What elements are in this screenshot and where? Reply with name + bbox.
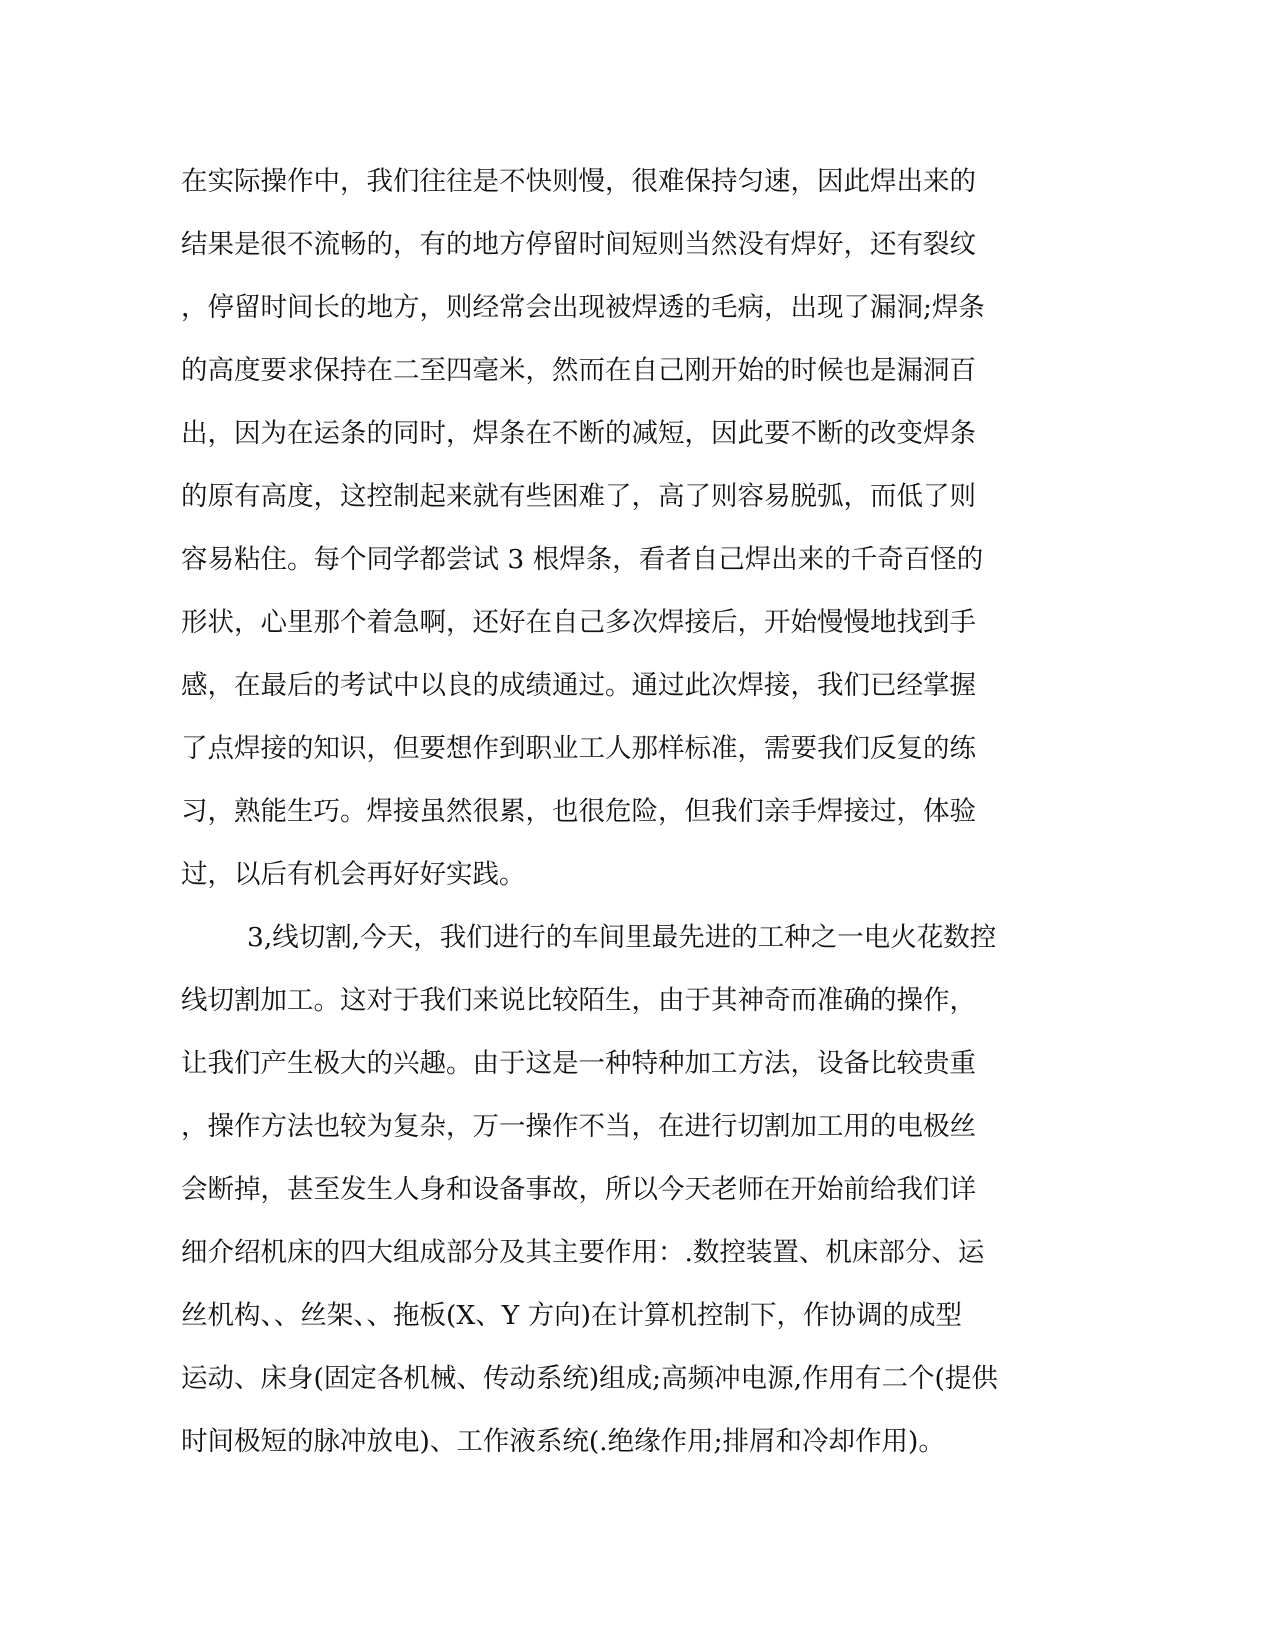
- text-line: 细介绍机床的四大组成部分及其主要作用：.数控装置、机床部分、运: [181, 1237, 985, 1268]
- text-line: 3,线切割,今天，我们进行的车间里最先进的工种之一电火花数控: [247, 922, 997, 953]
- text-line: 了点焊接的知识，但要想作到职业工人那样标准，需要我们反复的练: [181, 733, 976, 764]
- text-line: 的原有高度，这控制起来就有些困难了，高了则容易脱弧，而低了则: [181, 481, 976, 512]
- text-line: 时间极短的脉冲放电)、工作液系统(.绝缘作用;排屑和冷却作用)。: [181, 1426, 945, 1457]
- text-line: 会断掉，甚至发生人身和设备事故，所以今天老师在开始前给我们详: [181, 1174, 976, 1205]
- text-line: 过，以后有机会再好好实践。: [181, 859, 526, 890]
- paragraph-wire-cutting: [181, 906, 1051, 1473]
- text-line: 丝机构、、丝架、、拖板(X、Y 方向)在计算机控制下，作协调的成型: [181, 1300, 962, 1331]
- text-line: ，操作方法也较为复杂，万一操作不当，在进行切割加工用的电极丝: [181, 1111, 976, 1142]
- text-line: 结果是很不流畅的，有的地方停留时间短则当然没有焊好，还有裂纹: [181, 229, 976, 260]
- text-line: 形状，心里那个着急啊，还好在自己多次焊接后，开始慢慢地找到手: [181, 607, 976, 638]
- text-line: 运动、床身(固定各机械、传动系统)组成;高频冲电源,作用有二个(提供: [181, 1363, 998, 1394]
- body-text: [181, 150, 1051, 1473]
- text-line: 在实际操作中，我们往往是不快则慢，很难保持匀速，因此焊出来的: [181, 166, 976, 197]
- text-line: 习，熟能生巧。焊接虽然很累，也很危险，但我们亲手焊接过，体验: [181, 796, 976, 827]
- text-line: ，停留时间长的地方，则经常会出现被焊透的毛病，出现了漏洞;焊条: [181, 292, 985, 323]
- text-line: 线切割加工。这对于我们来说比较陌生，由于其神奇而准确的操作，: [181, 985, 976, 1016]
- paragraph-welding-practice: [181, 150, 1051, 906]
- text-line: 出，因为在运条的同时，焊条在不断的减短，因此要不断的改变焊条: [181, 418, 976, 449]
- text-line: 的高度要求保持在二至四毫米，然而在自己刚开始的时候也是漏洞百: [181, 355, 976, 386]
- text-line: 容易粘住。每个同学都尝试 3 根焊条，看者自己焊出来的千奇百怪的: [181, 544, 984, 575]
- text-line: 感，在最后的考试中以良的成绩通过。通过此次焊接，我们已经掌握: [181, 670, 976, 701]
- text-line: 让我们产生极大的兴趣。由于这是一种特种加工方法，设备比较贵重: [181, 1048, 976, 1079]
